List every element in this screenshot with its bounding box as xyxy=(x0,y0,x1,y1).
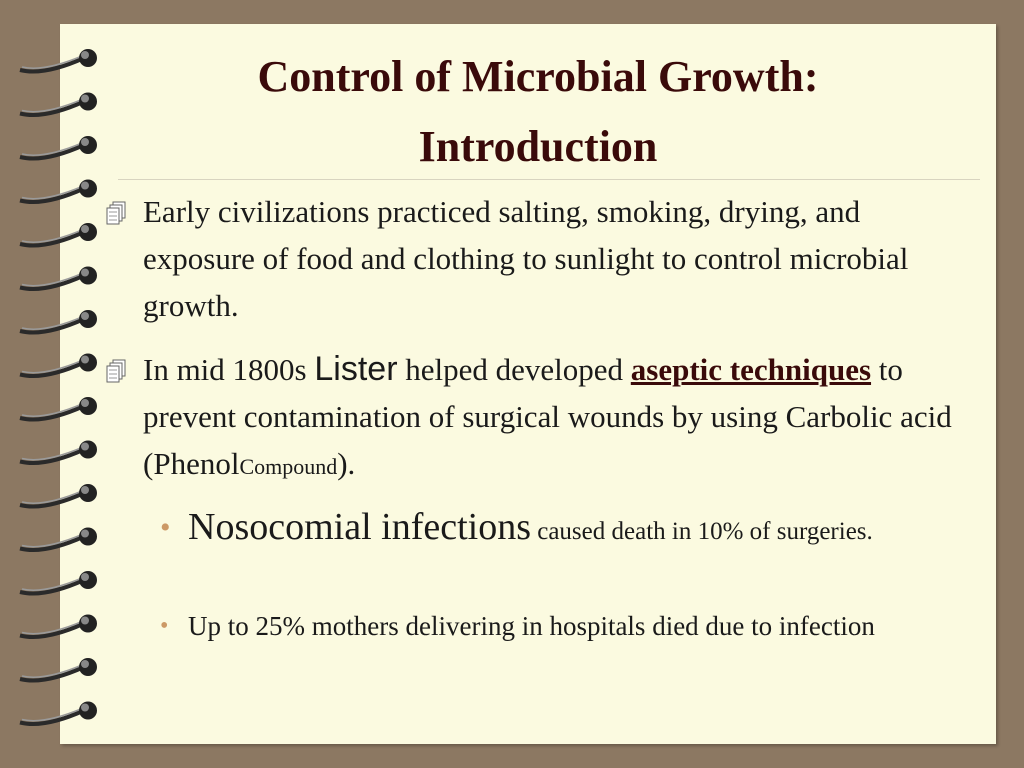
bullet-dot-icon: • xyxy=(160,511,171,544)
spiral-ring-icon xyxy=(20,702,97,725)
sub-bullet-text: Up to 25% mothers delivering in hospitals died due to infection xyxy=(188,611,875,641)
sub-bullet-nosocomial xyxy=(160,505,968,554)
spiral-ring-icon xyxy=(20,397,97,420)
lister-name: Lister xyxy=(314,350,398,388)
spiral-ring-icon xyxy=(20,310,97,333)
title-divider xyxy=(118,179,980,180)
spiral-ring-icon xyxy=(20,528,97,551)
slide-title xyxy=(60,42,1016,182)
bullet-close: ). xyxy=(337,446,356,481)
title-line-2: Introduction xyxy=(418,122,658,171)
spiral-ring-icon xyxy=(20,267,97,290)
bullet-text-after: to prevent contamination of surgical wounds by using Carbolic acid (Phenol xyxy=(143,352,952,481)
bullet-early-civilizations xyxy=(143,188,953,329)
bullet-dot-icon: • xyxy=(160,613,169,639)
stacked-pages-bullet-icon xyxy=(103,358,129,384)
nosocomial-term: Nosocomial infections xyxy=(188,506,531,548)
spiral-ring-icon xyxy=(20,571,97,594)
sub-bullet-text: caused death in 10% of surgeries. xyxy=(537,518,873,545)
sub-bullet-mothers xyxy=(160,606,968,646)
spiral-ring-icon xyxy=(20,615,97,638)
stacked-pages-bullet-icon xyxy=(103,200,129,226)
bullet-lister xyxy=(143,346,953,490)
compound-text: Compound xyxy=(239,454,338,479)
spiral-ring-icon xyxy=(20,180,97,203)
spiral-ring-icon xyxy=(20,658,97,681)
bullet-text-before: In mid 1800s xyxy=(143,352,307,387)
bullet-text-middle: helped developed xyxy=(405,352,624,387)
aseptic-techniques-link: aseptic techniques xyxy=(630,352,872,387)
bullet-text: Early civilizations practiced salting, smoking, drying, and exposure of food and clothing to sunlight to control microbial growth. xyxy=(143,194,909,323)
spiral-ring-icon xyxy=(20,223,97,246)
spiral-ring-icon xyxy=(20,484,97,507)
title-line-1: Control of Microbial Growth: xyxy=(257,52,819,101)
spiral-ring-icon xyxy=(20,441,97,464)
spiral-ring-icon xyxy=(20,354,97,377)
